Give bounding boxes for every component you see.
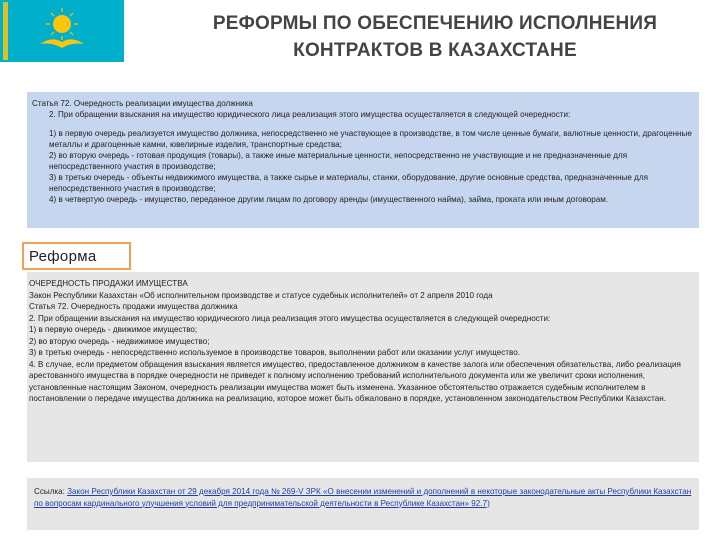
old-law-heading: Статья 72. Очередность реализации имущества должника: [32, 99, 253, 108]
old-law-item-2: 2) во вторую очередь - готовая продукция (товары), а также иные материальные ценности, непосредственно не участвующие и не предназначенные для непосредственного участия в производстве;: [49, 151, 628, 171]
reform-item-1: 1) в первую очередь - движимое имущество;: [29, 325, 198, 334]
flag-emblem-icon: [0, 0, 124, 62]
reform-label: Реформа: [22, 242, 131, 270]
reference-prefix: Ссылка:: [34, 487, 68, 496]
title-line-2: КОНТРАКТОВ В КАЗАХСТАНЕ: [293, 40, 577, 61]
kazakhstan-flag: [0, 0, 124, 62]
old-law-item-4: 4) в четвертую очередь - имущество, переданное другим лицам по договору аренды (имущественного найма), займа, проката или иным договорам.: [49, 195, 609, 204]
reform-item-2: 2) во вторую очередь - недвижимое имущество;: [29, 336, 210, 346]
page-title: [170, 10, 700, 64]
reference-link[interactable]: Закон Республики Казахстан от 29 декабря 2014 года № 269-V ЗРК «О внесении изменений и дополнений в некоторые законодательные акты Республики Казахстан по вопросам кардинального улучшения условий для предпринимательской деятельности в Республике Казахстан» 92.7): [34, 487, 692, 508]
old-law-box: [27, 92, 699, 228]
reform-heading: ОЧЕРЕДНОСТЬ ПРОДАЖИ ИМУЩЕСТВА: [29, 279, 188, 288]
reference-box: [27, 478, 699, 530]
reform-law: Закон Республики Казахстан «Об исполнительном производстве и статусе судебных исполнителей» от 2 апреля 2010 года: [29, 290, 493, 300]
old-law-intro: 2. При обращении взыскания на имущество юридического лица реализация этого имущества осуществляется в следующей очередности:: [49, 110, 571, 119]
title-line-1: РЕФОРМЫ ПО ОБЕСПЕЧЕНИЮ ИСПОЛНЕНИЯ: [212, 13, 658, 34]
old-law-item-3: 3) в третью очередь - объекты недвижимого имущества, а также сырье и материалы, станки, оборудование, другие основные средства, предназначенные для непосредственного участия в производстве;: [49, 173, 648, 193]
reform-article: Статья 72. Очередность продажи имущества должника: [29, 302, 238, 311]
old-law-item-1: 1) в первую очередь реализуется имущество должника, непосредственно не участвующее в производстве, в том числе ценные бумаги, валютные ценности, драгоценные металлы и драгоценные камни, ювелирные изделия, транспортные средства;: [49, 129, 692, 149]
reform-box: [27, 272, 699, 462]
reform-intro: 2. При обращении взыскания на имущество юридического лица реализация этого имущества осуществляется в следующей очередности:: [29, 313, 551, 323]
reform-item-3: 3) в третью очередь - непосредственно используемое в производстве товаров, выполнении работ или оказании услуг имущество.: [29, 348, 520, 357]
reform-item-4: 4. В случае, если предметом обращения взыскания является имущество, предоставленное должником в качестве залога или обеспечения обязательства, либо реализация арестованного имущества в порядке очередности не приведет к полному исполнению требований исполнительного документа или же увеличит сроки исполнения, установленные настоящим Законом, очередность реализации имущества может быть изменена. Указанное обстоятельство отражается судебным исполнителем в постановлении о передаче имущества должника на реализацию, которое может быть обжаловано в порядке, установленном законодательством Республики Казахстан.: [29, 359, 681, 403]
